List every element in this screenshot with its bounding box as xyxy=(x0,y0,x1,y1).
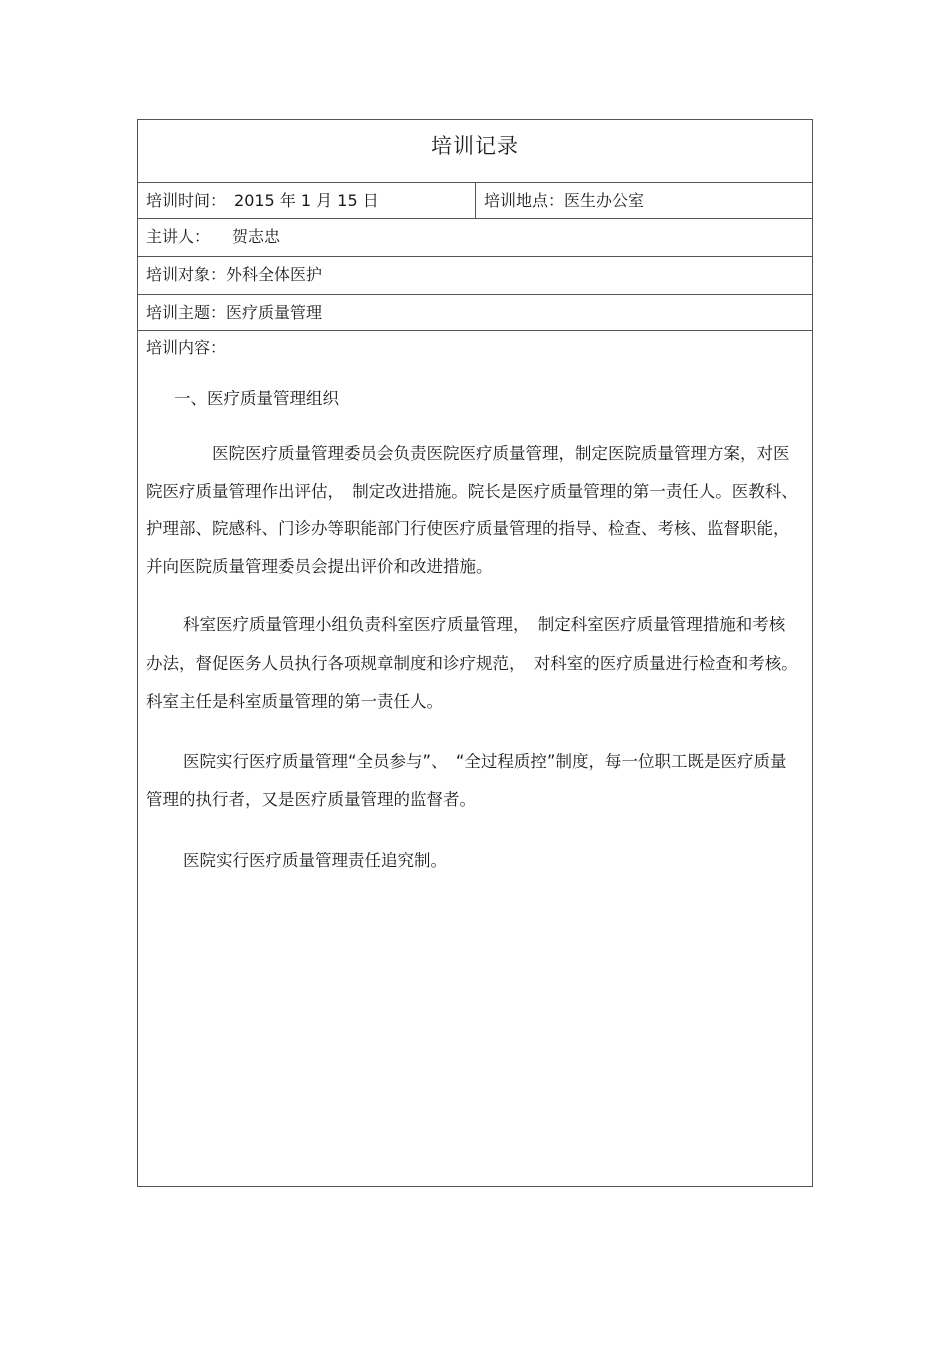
content-paragraph: 医院医疗质量管理委员会负责医院医疗质量管理，制定医院质量管理方案，对医院医疗质量管理作出评估， 制定改进措施。院长是医疗质量管理的第一责任人。医教科、护理部、院感科、门诊办等职能部门行使医疗质量管理的指导、检查、考核、监督职能，并向医院质量管理委员会提出评价和改进措施。 xyxy=(146,444,798,576)
speaker-cell xyxy=(138,219,288,256)
section-heading: 一、医疗质量管理组织 xyxy=(174,389,339,408)
topic-row xyxy=(138,295,812,331)
audience-label: 培训对象： xyxy=(146,265,227,284)
content-row xyxy=(138,331,812,1186)
topic-value: 医疗质量管理 xyxy=(226,303,323,322)
speaker-label: 主讲人： xyxy=(146,227,211,246)
title-row xyxy=(138,120,812,183)
content-paragraph: 医院实行医疗质量管理责任追究制。 xyxy=(183,851,447,870)
content-label: 培训内容： xyxy=(146,338,227,357)
training-location-value: 医生办公室 xyxy=(564,191,645,210)
topic-label: 培训主题： xyxy=(146,303,227,322)
audience-cell xyxy=(138,257,330,294)
speaker-value: 贺志忠 xyxy=(232,227,281,246)
training-time-value: 2015 年 1 月 15 日 xyxy=(234,191,379,210)
training-time-label: 培训时间： xyxy=(146,191,227,210)
content-paragraph: 医院实行医疗质量管理“全员参与”、 “全过程质控”制度，每一位职工既是医疗质量管理的执行者，又是医疗质量管理的监督者。 xyxy=(146,752,787,809)
training-location-cell xyxy=(476,183,652,218)
audience-value: 外科全体医护 xyxy=(226,265,323,284)
training-record-form xyxy=(137,119,813,1187)
time-location-row xyxy=(138,183,812,219)
training-location-label: 培训地点： xyxy=(484,191,565,210)
audience-row xyxy=(138,257,812,295)
training-time-cell xyxy=(138,183,387,218)
topic-cell xyxy=(138,295,330,330)
document-title: 培训记录 xyxy=(431,134,519,158)
content-paragraph: 科室医疗质量管理小组负责科室医疗质量管理， 制定科室医疗质量管理措施和考核办法，督促医务人员执行各项规章制度和诊疗规范， 对科室的医疗质量进行检查和考核。科室主任是科室质量管理的第一责任人。 xyxy=(146,615,798,711)
speaker-row xyxy=(138,219,812,257)
